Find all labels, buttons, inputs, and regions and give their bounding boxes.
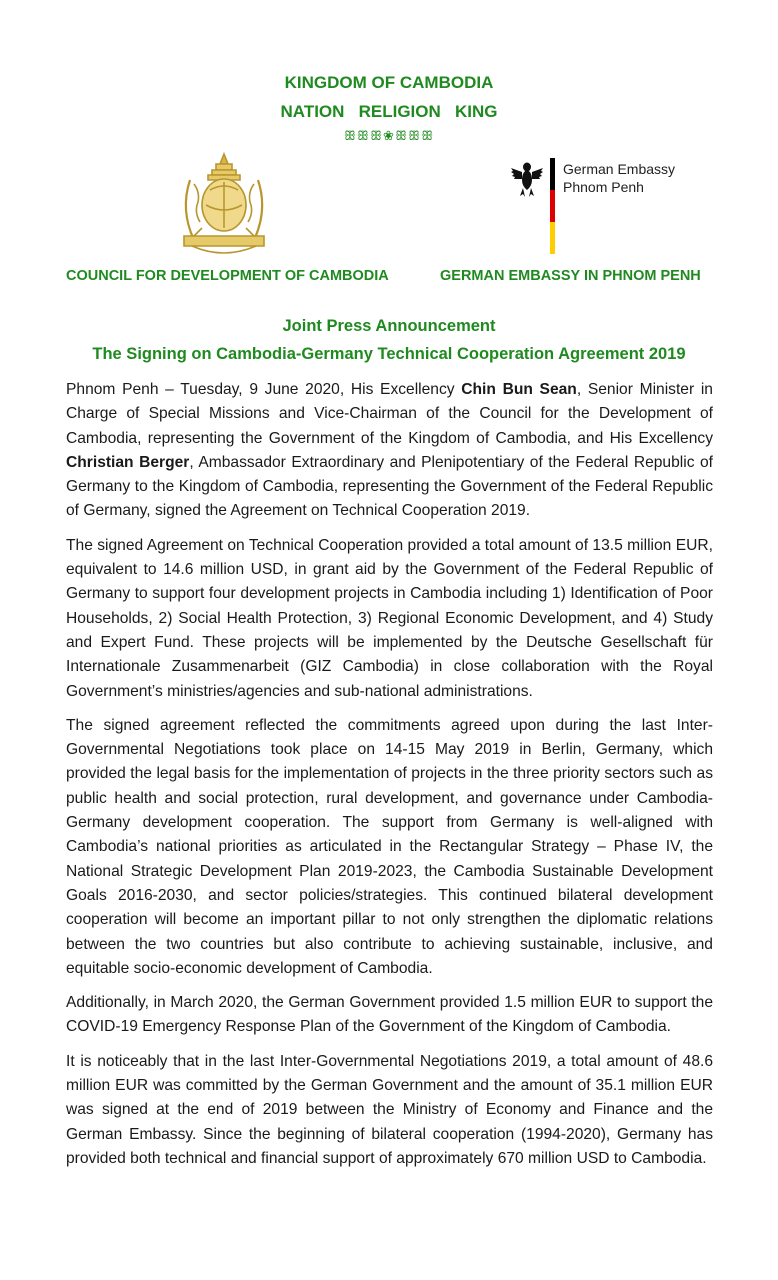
announcement-title (0, 312, 778, 368)
signatory-name-cambodia: Chin Bun Sean (461, 381, 577, 398)
national-motto: NATION RELIGION KING (280, 102, 498, 121)
letterhead-header (0, 68, 778, 126)
embassy-logo-line2: Phnom Penh (563, 179, 644, 195)
german-eagle-icon (510, 158, 544, 198)
german-flag-bars (550, 158, 555, 254)
embassy-logo-line1: German Embassy (563, 161, 676, 177)
kingdom-title: KINGDOM OF CAMBODIA (284, 73, 494, 92)
signatory-name-germany: Christian Berger (66, 453, 190, 471)
council-label: COUNCIL FOR DEVELOPMENT OF CAMBODIA (66, 268, 389, 284)
khmer-ornament: ꕥꕥꕥ❀ꕥꕥꕥ (343, 128, 435, 143)
embassy-logo-text (563, 160, 675, 196)
paragraph-1-text-b: , Senior Minister in Charge of Special Missions and Vice-Chairman of the Council for the Development of Cambodia, representing the Government of the Kingdom of Cambodia, and His Excellency (66, 381, 713, 447)
paragraph-3: The signed agreement reflected the commitments agreed upon during the last Inter-Governmental Negotiations took place on 14-15 May 2019 in Berlin, Germany, which provided the legal basis for the implementation of projects in the three priority sectors such as public health and social protection, rural development, and governance under Cambodia-Germany development cooperation. The support from Germany is well-aligned with Cambodia’s national priorities as articulated in the Rectangular Strategy – Phase IV, the National Strategic Development Plan 2019-2023, the Cambodia Sustainable Development Goals 2016-2030, and sector policies/strategies. This continued bilateral development cooperation will become an important pillar to not only strengthen the diplomatic relations between the two countries but also contribute to achieving sustainable, inclusive, and equitable socio-economic development of Cambodia. (66, 716, 713, 977)
paragraph-2: The signed Agreement on Technical Cooperation provided a total amount of 13.5 million EUR, equivalent to 14.6 million USD, in grant aid by the Government of the Federal Republic of Germany to support four development projects in Cambodia including 1) Identification of Poor Households, 2) Social Health Protection, 3) Regional Economic Development, and 4) Study and Expert Fund. These projects will be implemented by the Deutsche Gesellschaft für Internationale Zusammenarbeit (GIZ Cambodia) in close collaboration with the Royal Government’s ministries/agencies and sub-national administrations. (66, 536, 713, 700)
paragraph-1-text-c: , Ambassador Extraordinary and Plenipotentiary of the Federal Republic of Germany to the Kingdom of Cambodia, representing the Government of the Federal Republic of Germany, signed the Agreement on Technical Cooperation 2019. (66, 453, 713, 520)
cambodia-coat-of-arms-icon (172, 150, 276, 260)
paragraph-4: Additionally, in March 2020, the German Government provided 1.5 million EUR to support the COVID-19 Emergency Response Plan of the Government of the Kingdom of Cambodia. (66, 994, 713, 1036)
german-embassy-logo (510, 158, 710, 254)
paragraph-1 (66, 378, 713, 524)
title-line-1: Joint Press Announcement (282, 317, 496, 335)
title-line-2: The Signing on Cambodia-Germany Technical Cooperation Agreement 2019 (92, 345, 686, 363)
paragraph-1-text-a: Phnom Penh – Tuesday, 9 June 2020, His Excellency (66, 381, 462, 398)
announcement-body (66, 378, 713, 1181)
paragraph-5: It is noticeably that in the last Inter-Governmental Negotiations 2019, a total amount of 48.6 million EUR was committed by the German Government and the amount of 35.1 million EUR was signed at the end of 2019 between the Ministry of Economy and Finance and the German Embassy. Since the beginning of bilateral cooperation (1994-2020), Germany has provided both technical and financial support of approximately 670 million USD to Cambodia. (66, 1052, 713, 1167)
embassy-label: GERMAN EMBASSY IN PHNOM PENH (440, 268, 701, 284)
